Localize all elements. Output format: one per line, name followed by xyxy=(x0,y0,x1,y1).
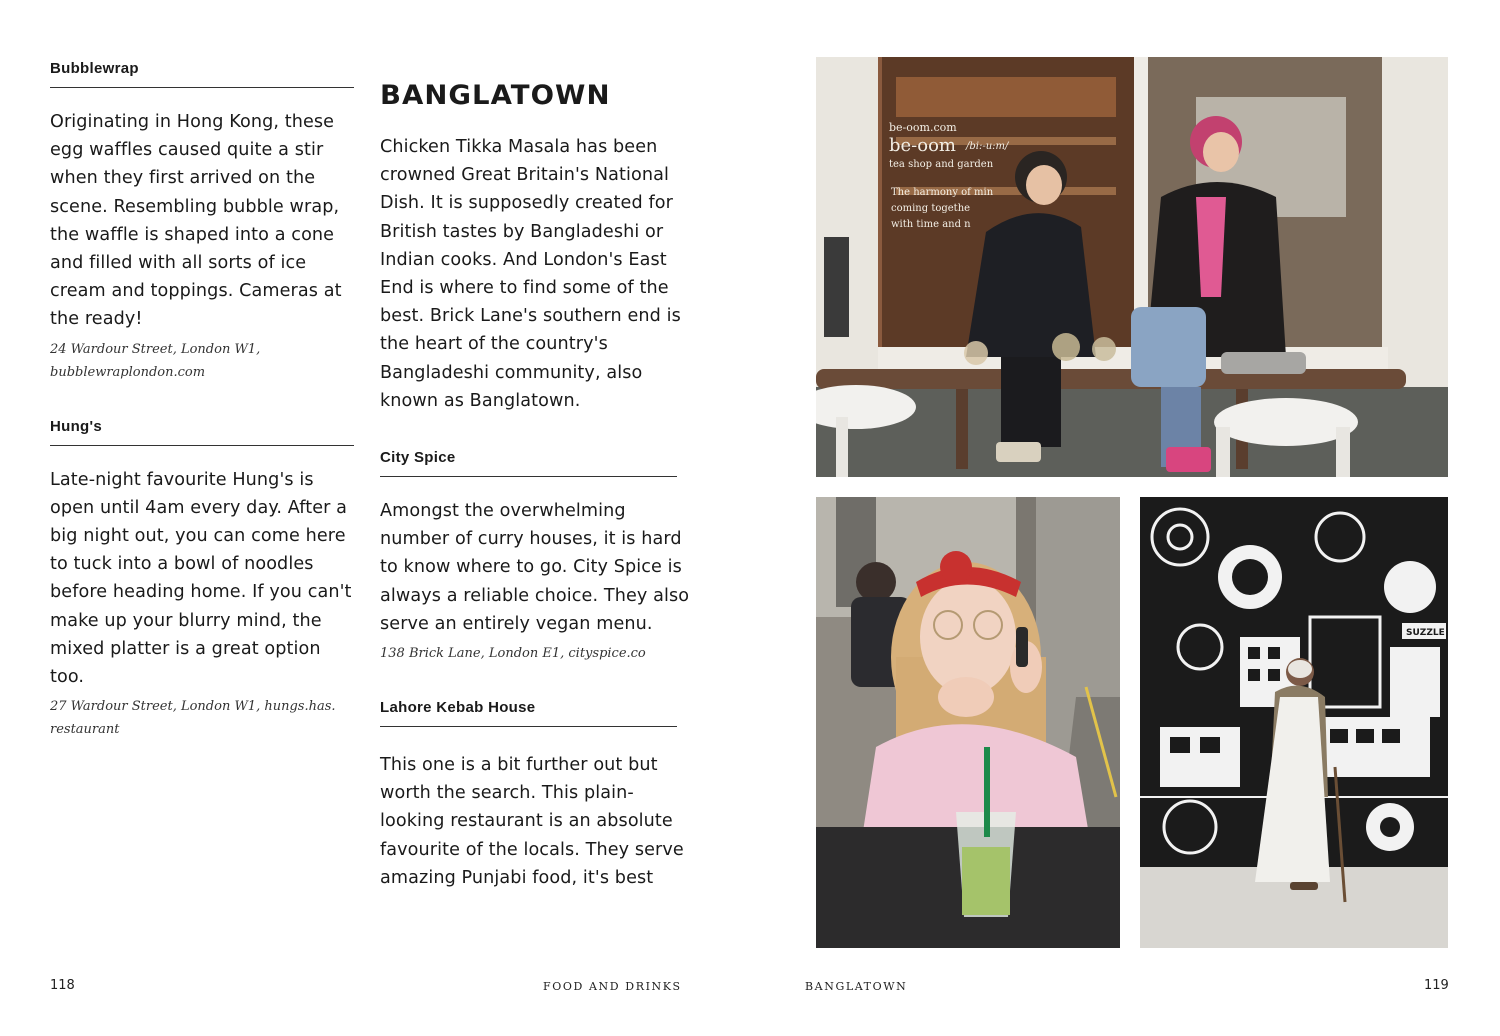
entry-address xyxy=(50,338,354,384)
entry-hungs xyxy=(50,418,354,742)
sign-text: tea shop and garden xyxy=(889,159,994,170)
sign-text: be-oom.com xyxy=(889,121,957,134)
right-page-number: 119 xyxy=(1424,978,1449,993)
address-line: bubblewraplondon.com xyxy=(50,364,206,380)
address-line: 27 Wardour Street, London W1, hungs.has. xyxy=(50,699,336,715)
entry-address xyxy=(50,695,354,741)
girl-photo-illustration xyxy=(816,497,1120,948)
entry-body: This one is a bit further out but worth the search. This plain-looking restaurant is an absolute favourite of the locals. They serve amazing Punjabi food, it's best xyxy=(380,755,684,888)
title-rule xyxy=(380,726,677,727)
sign-text: coming togethe xyxy=(891,203,971,214)
entry-title: Hung's xyxy=(50,417,103,435)
entry-title: City Spice xyxy=(380,449,456,467)
entry-city-spice xyxy=(380,449,677,477)
cafe-photo-illustration xyxy=(816,57,1448,477)
entry-body: Originating in Hong Kong, these egg waffles caused quite a stir when they first arrived on the scene. Resembling bubble wrap, the waffle is shaped into a cone and filled with all sorts of ice cream and toppings. Cameras at the ready! xyxy=(50,112,342,330)
address-line: restaurant xyxy=(50,722,120,738)
title-rule xyxy=(50,445,354,446)
left-page-number: 118 xyxy=(50,978,75,993)
mural-sign-text: SUZZLE xyxy=(1406,628,1445,638)
sign-text: with time and n xyxy=(891,219,971,230)
section-heading: BANGLATOWN xyxy=(380,80,611,111)
right-running-head: BANGLATOWN xyxy=(805,980,908,993)
section-intro: Chicken Tikka Masala has been crowned Great Britain's National Dish. It is supposedly created for British tastes by Bangladeshi or Indian cooks. And London's East End is where to find some of the best. Brick Lane's southern end is the heart of the country's Bangladeshi community, also known as Banglatown. xyxy=(380,137,681,411)
entry-lahore xyxy=(380,699,677,727)
entry-address: 138 Brick Lane, London E1, cityspice.co xyxy=(380,646,646,662)
photo-cafe xyxy=(816,57,1448,477)
address-line: 24 Wardour Street, London W1, xyxy=(50,341,261,357)
sign-text: /bi:-u:m/ xyxy=(966,141,1009,152)
sign-text: The harmony of min xyxy=(891,187,994,198)
entry-title: Lahore Kebab House xyxy=(380,699,536,717)
middle-column xyxy=(380,60,690,892)
entry-title: Bubblewrap xyxy=(50,60,139,77)
sign-text: be-oom xyxy=(889,135,956,156)
entry-body: Late-night favourite Hung's is open until 4am every day. After a big night out, you can come here to tuck into a bowl of noodles before heading home. If you can't make up your blurry mind, the mixed platter is a great option too. xyxy=(50,469,352,688)
entry-body: Amongst the overwhelming number of curry houses, it is hard to know where to go. City Spice is always a reliable choice. They also serve an entirely vegan menu. xyxy=(380,501,690,634)
left-running-head: FOOD AND DRINKS xyxy=(543,980,682,993)
left-column xyxy=(50,60,354,741)
title-rule xyxy=(380,476,677,477)
photo-mural xyxy=(1140,497,1448,948)
mural-photo-illustration xyxy=(1140,497,1448,948)
photo-girl-drink xyxy=(816,497,1120,948)
title-rule xyxy=(50,87,354,88)
entry-bubblewrap xyxy=(50,60,354,384)
